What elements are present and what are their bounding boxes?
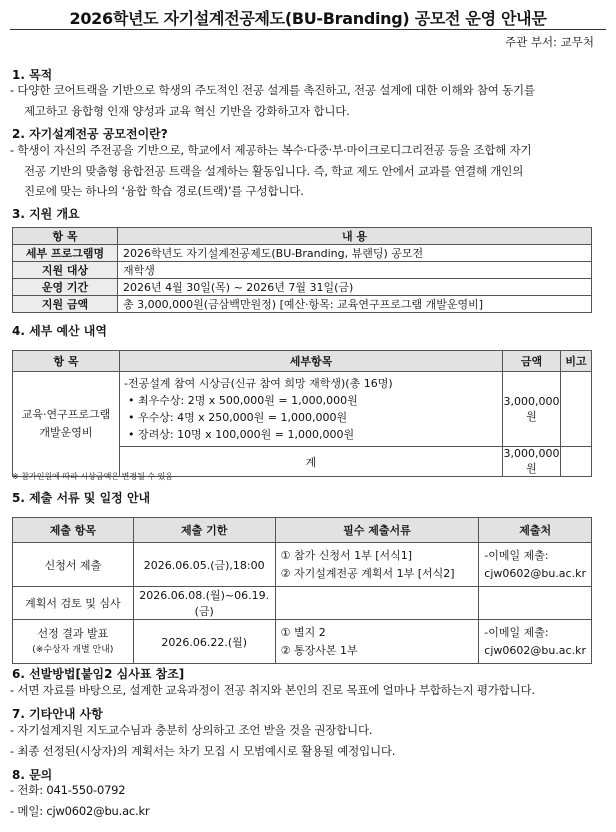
title-divider <box>10 29 606 30</box>
budget-item-cell <box>13 372 120 477</box>
header-cell: 제출처 <box>479 518 592 543</box>
budget-detail-line: • 최우수상: 2명 x 500,000원 = 1,000,000원 <box>128 394 358 407</box>
schedule-destination <box>479 587 592 620</box>
total-label: 계 <box>120 447 503 477</box>
schedule-item: 계획서 검토 및 심사 <box>13 587 134 620</box>
table-row <box>13 296 592 313</box>
budget-detail-line: • 우수상: 4명 x 250,000원 = 1,000,000원 <box>128 411 348 424</box>
schedule-docs <box>275 587 479 620</box>
section-7-line: - 최종 선정된(시상자)의 계획서는 차기 모집 시 모범예시로 활용될 예정입니다. <box>10 743 396 758</box>
schedule-item <box>13 620 134 664</box>
table-row <box>13 245 592 262</box>
budget-amount: 3,000,000원 <box>503 372 561 447</box>
budget-remark <box>561 372 592 447</box>
section-8-body <box>10 780 606 821</box>
total-remark <box>561 447 592 477</box>
budget-detail-line: -전공설계 참여 시상금(신규 참여 희망 재학생)(총 16명) <box>124 377 393 390</box>
table-header-row <box>13 518 592 543</box>
organizer-label: 주관 부서: 교무처 <box>505 35 594 49</box>
schedule-docs <box>275 620 479 664</box>
schedule-item: 신청서 제출 <box>13 543 134 587</box>
section-1-heading: 1. 목적 <box>12 68 53 82</box>
schedule-doc-line: ② 통장사본 1부 <box>280 643 358 657</box>
header-cell: 필수 제출서류 <box>275 518 479 543</box>
budget-item-line: 개발운영비 <box>39 426 93 439</box>
section-4-heading: 4. 세부 예산 내역 <box>12 324 107 338</box>
header-cell: 항 목 <box>13 351 120 372</box>
schedule-deadline: 2026.06.05.(금),18:00 <box>133 543 275 587</box>
row-label: 운영 기간 <box>13 279 118 296</box>
budget-detail-line: • 장려상: 10명 x 100,000원 = 1,000,000원 <box>128 428 355 441</box>
table-row <box>13 587 592 620</box>
section-6-line: - 서면 자료를 바탕으로, 설계한 교육과정이 전공 취지와 본인의 진로 목표에 얼마나 부합하는지 평가합니다. <box>10 683 535 697</box>
section-1-line: - 다양한 코어트랙을 기반으로 학생의 주도적인 전공 설계를 촉진하고, 전공 설계에 대한 이해와 참여 동기를 <box>10 83 535 97</box>
row-label: 지원 금액 <box>13 296 118 313</box>
section-6-heading: 6. 선발방법[붙임2 심사표 참조] <box>12 667 185 681</box>
section-3-heading: 3. 지원 개요 <box>12 207 80 221</box>
schedule-docs <box>275 543 479 587</box>
contact-phone: - 전화: 041-550-0792 <box>10 783 126 797</box>
table-header-row <box>13 228 592 245</box>
table-row <box>13 279 592 296</box>
section-6-body <box>10 680 606 701</box>
section-7-line: - 자기설계지원 지도교수님과 충분히 상의하고 조언 받을 것을 권장합니다. <box>10 723 373 737</box>
section-7-body <box>10 720 606 761</box>
header-cell: 세부항목 <box>120 351 503 372</box>
row-label: 지원 대상 <box>13 262 118 279</box>
header-cell: 내 용 <box>118 228 592 245</box>
contact-email: - 메일: cjw0602@bu.ac.kr <box>10 803 150 818</box>
document-title: 2026학년도 자기설계전공제도(BU-Branding) 공모전 운영 안내문 <box>69 9 547 28</box>
row-value: 2026년 4월 30일(목) ~ 2026년 7월 31일(금) <box>118 279 592 296</box>
header-cell: 금액 <box>503 351 561 372</box>
destination-line: -이메일 제출: <box>484 548 549 562</box>
table-row <box>13 262 592 279</box>
table-row <box>13 372 592 447</box>
header-cell: 제출 항목 <box>13 518 134 543</box>
header-cell: 항 목 <box>13 228 118 245</box>
row-label: 세부 프로그램명 <box>13 245 118 262</box>
destination-email: cjw0602@bu.ac.kr <box>484 643 586 657</box>
total-amount: 3,000,000원 <box>503 447 560 475</box>
row-value: 총 3,000,000원(금삼백만원정) [예산·항목: 교육연구프로그램 개발운영비] <box>118 296 592 313</box>
budget-note: ※ 참가인원에 따라 시상금액은 변경될 수 있음 <box>12 472 174 481</box>
section-5-heading: 5. 제출 서류 및 일정 안내 <box>12 491 151 505</box>
schedule-item-label: 선정 결과 발표 <box>37 626 109 640</box>
budget-detail-cell <box>120 372 503 447</box>
section-7-heading: 7. 기타안내 사항 <box>12 707 103 721</box>
budget-table <box>12 350 592 477</box>
header-cell: 제출 기한 <box>133 518 275 543</box>
header-cell: 비고 <box>561 351 592 372</box>
section-2-line: 진로에 맞는 하나의 ‘융합 학습 경로(트랙)’를 구성합니다. <box>24 184 304 198</box>
section-1-line: 제고하고 융합형 인재 양성과 교육 혁신 기반을 강화하고자 합니다. <box>24 103 350 118</box>
schedule-doc-line: ① 별지 2 <box>280 625 326 639</box>
destination-email: cjw0602@bu.ac.kr <box>484 566 586 580</box>
section-8-heading: 8. 문의 <box>12 768 53 782</box>
section-1-body <box>10 80 606 121</box>
table-header-row <box>13 351 592 372</box>
section-2-line: 전공 기반의 맞춤형 융합전공 트랙을 설계하는 활동입니다. 즉, 학교 제도 안에서 교과를 연결해 개인의 <box>24 163 524 178</box>
schedule-destination <box>479 620 592 664</box>
support-overview-table <box>12 227 592 313</box>
section-2-heading: 2. 자기설계전공 공모전이란? <box>12 127 168 141</box>
row-value: 재학생 <box>118 262 592 279</box>
schedule-doc-line: ① 참가 신청서 1부 [서식1] <box>280 548 413 562</box>
schedule-item-note: (※수상자 개별 안내) <box>32 644 114 655</box>
table-row <box>13 543 592 587</box>
schedule-table <box>12 517 592 664</box>
table-row <box>13 620 592 664</box>
budget-item-line: 교육·연구프로그램 <box>21 408 111 421</box>
schedule-deadline: 2026.06.08.(월)~06.19.(금) <box>133 587 275 620</box>
destination-line: -이메일 제출: <box>484 625 549 639</box>
schedule-doc-line: ② 자기설계전공 계획서 1부 [서식2] <box>280 566 455 580</box>
section-2-line: - 학생이 자신의 주전공을 기반으로, 학교에서 제공하는 복수·다중·부·마이크로디그리전공 등을 조합해 자기 <box>10 143 532 157</box>
schedule-destination <box>479 543 592 587</box>
schedule-deadline: 2026.06.22.(월) <box>133 620 275 664</box>
row-value: 2026학년도 자기설계전공제도(BU-Branding, 뷰랜딩) 공모전 <box>118 245 592 262</box>
section-2-body <box>10 140 606 202</box>
